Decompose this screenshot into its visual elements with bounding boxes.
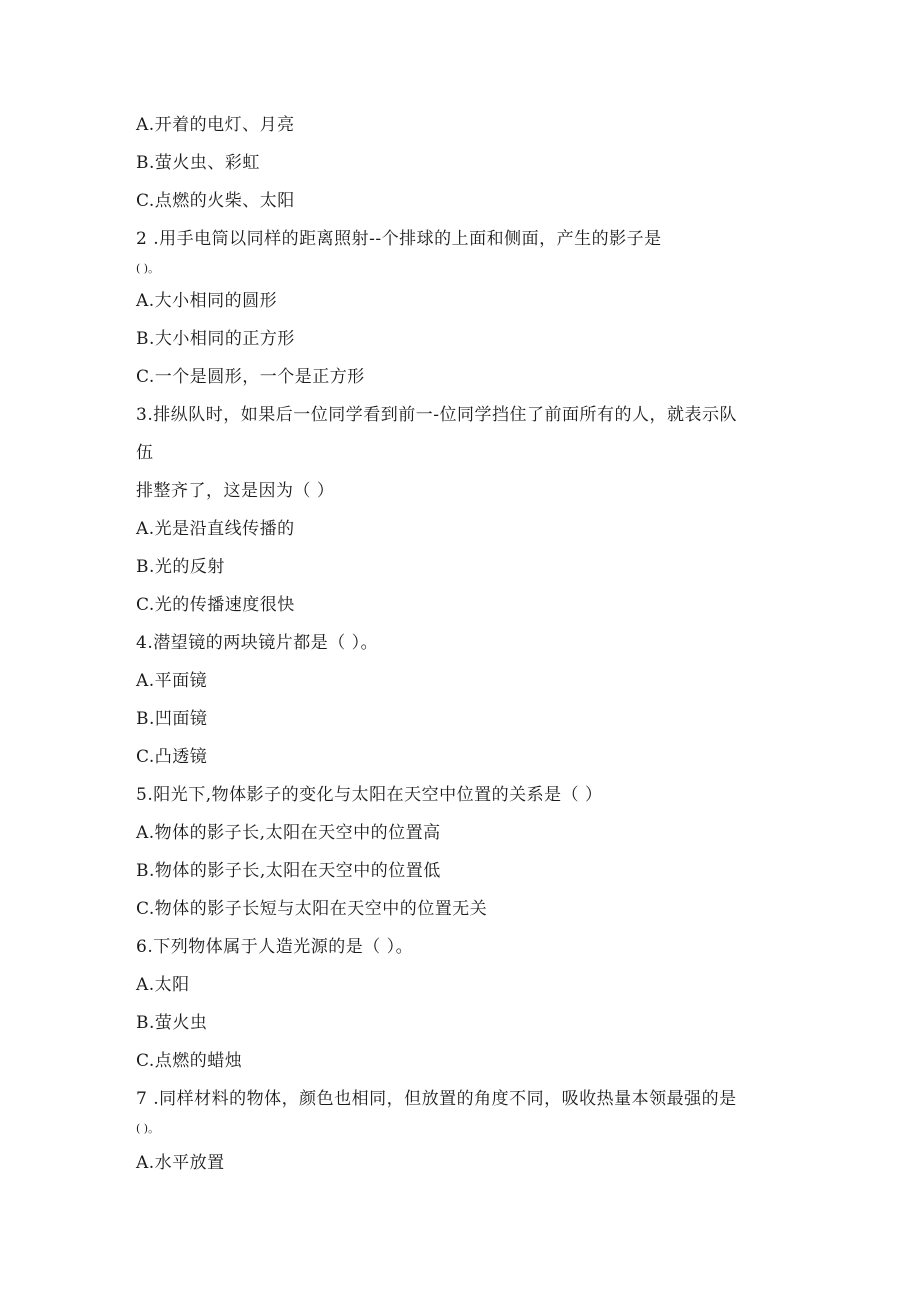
option-3b: B.光的反射 <box>136 557 225 577</box>
question-3: 3.排纵队时，如果后一位同学看到前一-位同学挡住了前面所有的人，就表示队 <box>136 405 737 425</box>
question-7: 7 .同样材料的物体，颜色也相同，但放置的角度不同，吸收热量本领最强的是 <box>136 1089 737 1109</box>
question-5: 5.阳光下,物体影子的变化与太阳在天空中位置的关系是（ ） <box>136 785 603 805</box>
option-7a: A.水平放置 <box>136 1153 225 1173</box>
question-2-blank: ( )。 <box>136 262 160 275</box>
option-3a: A.光是沿直线传播的 <box>136 519 295 539</box>
option-6b: B.萤火虫 <box>136 1013 208 1033</box>
option-6c: C.点燃的蜡烛 <box>136 1051 243 1071</box>
option-2a: A.大小相同的圆形 <box>136 291 278 311</box>
question-6: 6.下列物体属于人造光源的是（ ）。 <box>136 937 414 957</box>
option-4b: B.凹面镜 <box>136 709 208 729</box>
option-2c: C.一个是圆形，一个是正方形 <box>136 367 365 387</box>
question-4: 4.潜望镜的两块镜片都是（ ）。 <box>136 633 379 653</box>
option-4c: C.凸透镜 <box>136 747 208 767</box>
question-3-cont-2: 排整齐了，这是因为（ ） <box>136 481 335 501</box>
option-5c: C.物体的影子长短与太阳在天空中的位置无关 <box>136 899 488 919</box>
option-1c: C.点燃的火柴、太阳 <box>136 191 295 211</box>
option-1b: B.萤火虫、彩虹 <box>136 153 260 173</box>
question-3-cont-1: 伍 <box>136 443 154 463</box>
option-4a: A.平面镜 <box>136 671 208 691</box>
option-5a: A.物体的影子长,太阳在天空中的位置高 <box>136 823 441 843</box>
question-7-blank: ( )。 <box>136 1122 160 1135</box>
option-5b: B.物体的影子长,太阳在天空中的位置低 <box>136 861 441 881</box>
option-3c: C.光的传播速度很快 <box>136 595 295 615</box>
option-1a: A.开着的电灯、月亮 <box>136 115 295 135</box>
option-2b: B.大小相同的正方形 <box>136 329 295 349</box>
question-2: 2 .用手电筒以同样的距离照射--个排球的上面和侧面，产生的影子是 <box>136 229 662 249</box>
option-6a: A.太阳 <box>136 975 190 995</box>
